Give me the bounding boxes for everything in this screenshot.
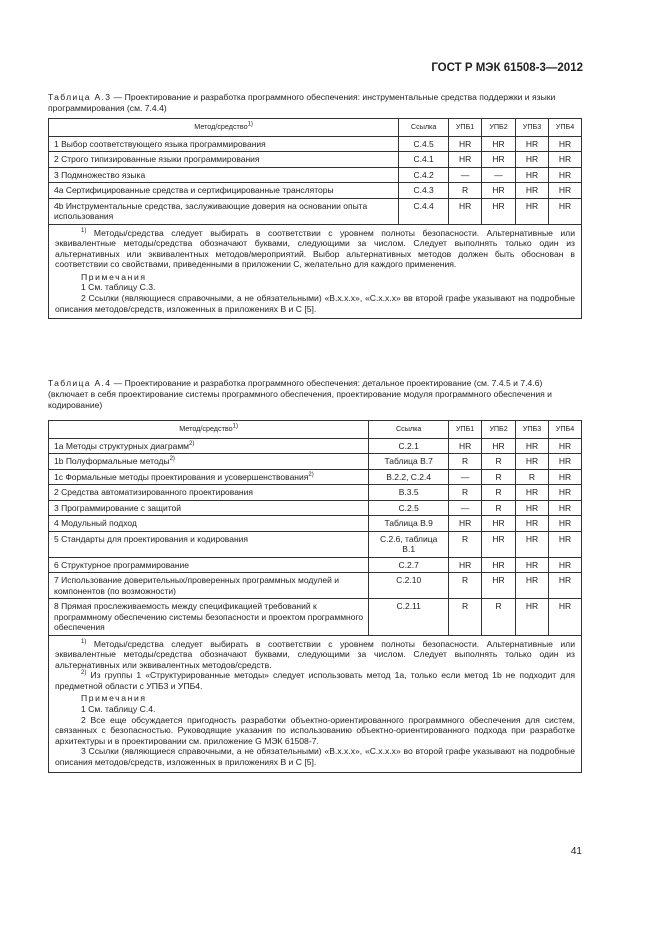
note-item: 1 См. таблицу С.3. [81,282,156,293]
upb1-cell: R [449,183,482,199]
column-header-method: Метод/средство$^{1)}$ [49,119,399,137]
upb3-cell: HR [516,198,549,224]
table-a4-caption-text: — Проектирование и разработка программного обеспечения: детальное проектирование (см. 7.4.5 и 7.4.6) (включает в себя проектирование системы программного обеспечения, проектирование модуля программного обеспечения и кодирование) [48,378,552,410]
upb1-cell: — [449,500,482,516]
upb2-cell: HR [482,573,516,599]
table-row [49,152,582,168]
table-a4-caption [48,378,582,411]
upb1-cell: R [449,531,482,557]
upb3-cell: HR [516,485,549,501]
upb3-cell: HR [516,183,549,199]
table-row [49,167,582,183]
upb2-cell: HR [482,136,516,152]
table-row [49,438,582,454]
footnote: $^{1)}$ Методы/средства следует выбирать в соответствии с уровнем полноты безопасности. Альтернативные или эквивалентные методы/средства обозначают буквами, следующими за числом. Следует выполнять только один из альтернативных или эквивалентных методов/мероприятий. Выбор альтернативных методов должен быть обоснован в соответствии со свойствами, приведенными в приложении С, желательно для каждого применения. [55,227,575,270]
table-row [49,183,582,199]
table-row [49,599,582,636]
table-row [49,454,582,470]
method-cell: 3 Программирование с защитой [49,500,369,516]
column-header-ref: Ссылка [369,421,449,439]
upb4-cell: HR [549,183,582,199]
upb2-cell: R [482,469,516,485]
upb1-cell: HR [449,136,482,152]
upb2-cell: R [482,599,516,636]
upb3-cell: R [516,469,549,485]
upb3-cell: HR [516,516,549,532]
footnote: $^{1)}$ Методы/средства следует выбирать в соответствии с уровнем полноты безопасности. Альтернативные или эквивалентные методы/средства обозначают буквами, следующими за числом. Следует выполнять только один из альтернативных или эквивалентных методов/средств. [55,638,575,670]
page-number: 41 [570,846,582,857]
upb1-cell: — [449,167,482,183]
upb2-cell: R [482,454,516,470]
method-cell: 6 Структурное программирование [49,557,369,573]
column-header-upb1: УПБ1 [449,119,482,137]
upb4-cell: HR [549,136,582,152]
notes-title: Примечания [81,693,147,704]
table-a3-notes [49,224,582,319]
column-header-method: Метод/средство$^{1)}$ [49,421,369,439]
method-cell: 4b Инструментальные средства, заслуживающие доверия на основании опыта использования [49,198,399,224]
ref-cell: С.2.10 [369,573,449,599]
column-header-upb4: УПБ4 [548,421,581,439]
table-row [49,557,582,573]
method-cell: 2 Средства автоматизированного проектирования [49,485,369,501]
ref-cell: С.4.1 [399,152,449,168]
note-item: 2 Ссылки (являющиеся справочными, а не обязательными) «В.х.х.х», «С.х.х.х» вв второй графе указывают на подробные описания методов/средств, изложенных в приложениях В и С [5]. [55,293,575,314]
table-row [49,136,582,152]
method-cell: 5 Стандарты для проектирования и кодирования [49,531,369,557]
upb4-cell: HR [548,531,581,557]
upb1-cell: HR [449,516,482,532]
ref-cell: С.2.6, таблица В.1 [369,531,449,557]
upb4-cell: HR [548,485,581,501]
table-a4-caption-label: Таблица А.4 [48,378,112,388]
ref-cell: С.4.5 [399,136,449,152]
method-cell: 2 Строго типизированные языки программирования [49,152,399,168]
column-header-upb2: УПБ2 [482,119,516,137]
method-cell: 7 Использование доверительных/проверенных программных модулей и компонентов (по возможности) [49,573,369,599]
upb3-cell: HR [516,557,549,573]
upb4-cell: HR [548,573,581,599]
upb3-cell: HR [516,136,549,152]
notes-title: Примечания [81,271,147,282]
table-a4-notes [49,635,582,772]
ref-cell: С.2.11 [369,599,449,636]
upb2-cell: HR [482,152,516,168]
table-row [49,469,582,485]
column-header-upb2: УПБ2 [482,421,516,439]
table-a4-header-row [49,421,582,439]
column-header-ref: Ссылка [399,119,449,137]
upb2-cell: R [482,485,516,501]
table-a3-notes-row [49,224,582,319]
upb3-cell: HR [516,438,549,454]
upb1-cell: R [449,599,482,636]
upb1-cell: HR [449,438,482,454]
ref-cell: Таблица В.9 [369,516,449,532]
ref-cell: С.2.5 [369,500,449,516]
table-row [49,198,582,224]
table-row [49,531,582,557]
upb4-cell: HR [548,500,581,516]
table-row [49,573,582,599]
column-header-upb4: УПБ4 [549,119,582,137]
upb2-cell: — [482,167,516,183]
upb1-cell: HR [449,198,482,224]
upb4-cell: HR [548,557,581,573]
note-item: 3 Ссылки (являющиеся справочными, а не обязательными) «В.х.х.х», «С.х.х.х» во второй графе указывают на подробные описания методов/средств, изложенных в приложениях В и С [5]. [55,746,575,768]
upb3-cell: HR [516,500,549,516]
table-a3 [48,118,582,319]
upb2-cell: HR [482,438,516,454]
method-cell: 1b Полуформальные методы$^{2)}$ [49,454,369,470]
upb2-cell: HR [482,198,516,224]
note-item: 2 Все еще обсуждается пригодность разработки объектно-ориентированного программного обеспечения для систем, связанных с безопасностью. Руководящие указания по использованию объектно-ориентированного подхода при разработке архитектуры и в проектировании см. приложение G МЭК 61508-7. [55,714,575,746]
method-cell: 3 Подмножество языка [49,167,399,183]
note-item: 1 См. таблицу С.4. [81,704,156,715]
method-cell: 1 Выбор соответствующего языка программирования [49,136,399,152]
upb3-cell: HR [516,152,549,168]
table-a4 [48,420,582,773]
table-a3-caption-text: — Проектирование и разработка программного обеспечения: инструментальные средства поддержки и языки программирования (см. 7.4.4) [48,92,556,113]
method-cell: 1c Формальные методы проектирования и усовершенствования$^{2)}$ [49,469,369,485]
upb1-cell: R [449,573,482,599]
upb1-cell: R [449,485,482,501]
upb4-cell: HR [549,198,582,224]
document-code: ГОСТ Р МЭК 61508-3—2012 [431,62,583,74]
upb4-cell: HR [549,167,582,183]
upb4-cell: HR [548,516,581,532]
upb1-cell: HR [449,557,482,573]
upb3-cell: HR [516,573,549,599]
method-cell: 4 Модульный подход [49,516,369,532]
table-a4-notes-row [49,635,582,772]
ref-cell: С.4.2 [399,167,449,183]
method-cell: 8 Прямая прослеживаемость между спецификацией требований к программному обеспечению системы безопасности и проектом программного обеспечения [49,599,369,636]
upb4-cell: HR [548,438,581,454]
upb2-cell: HR [482,531,516,557]
column-header-upb1: УПБ1 [449,421,482,439]
table-row [49,500,582,516]
column-header-upb3: УПБ3 [516,119,549,137]
upb4-cell: HR [548,599,581,636]
upb4-cell: HR [549,152,582,168]
table-a3-caption-label: Таблица А.3 [48,92,112,102]
upb3-cell: HR [516,454,549,470]
ref-cell: С.2.1 [369,438,449,454]
ref-cell: С.2.7 [369,557,449,573]
ref-cell: В.3.5 [369,485,449,501]
upb2-cell: HR [482,183,516,199]
method-cell: 4a Сертифицированные средства и сертифицированные трансляторы [49,183,399,199]
upb2-cell: HR [482,557,516,573]
upb2-cell: R [482,500,516,516]
upb2-cell: HR [482,516,516,532]
column-header-upb3: УПБ3 [516,421,549,439]
upb3-cell: HR [516,531,549,557]
ref-cell: С.4.3 [399,183,449,199]
upb1-cell: R [449,454,482,470]
footnote: $^{2)}$ Из группы 1 «Структурированные методы» следует использовать метод 1а, только если метод 1b не подходит для предметной области с УПБ3 и УПБ4. [55,670,575,691]
table-a3-header-row [49,119,582,137]
upb1-cell: — [449,469,482,485]
upb4-cell: HR [548,469,581,485]
upb1-cell: HR [449,152,482,168]
upb3-cell: HR [516,167,549,183]
ref-cell: В.2.2, С.2.4 [369,469,449,485]
method-cell: 1a Методы структурных диаграмм$^{2)}$ [49,438,369,454]
upb3-cell: HR [516,599,549,636]
table-row [49,485,582,501]
upb4-cell: HR [548,454,581,470]
table-a3-caption [48,92,582,114]
ref-cell: Таблица В.7 [369,454,449,470]
table-row [49,516,582,532]
ref-cell: С.4.4 [399,198,449,224]
